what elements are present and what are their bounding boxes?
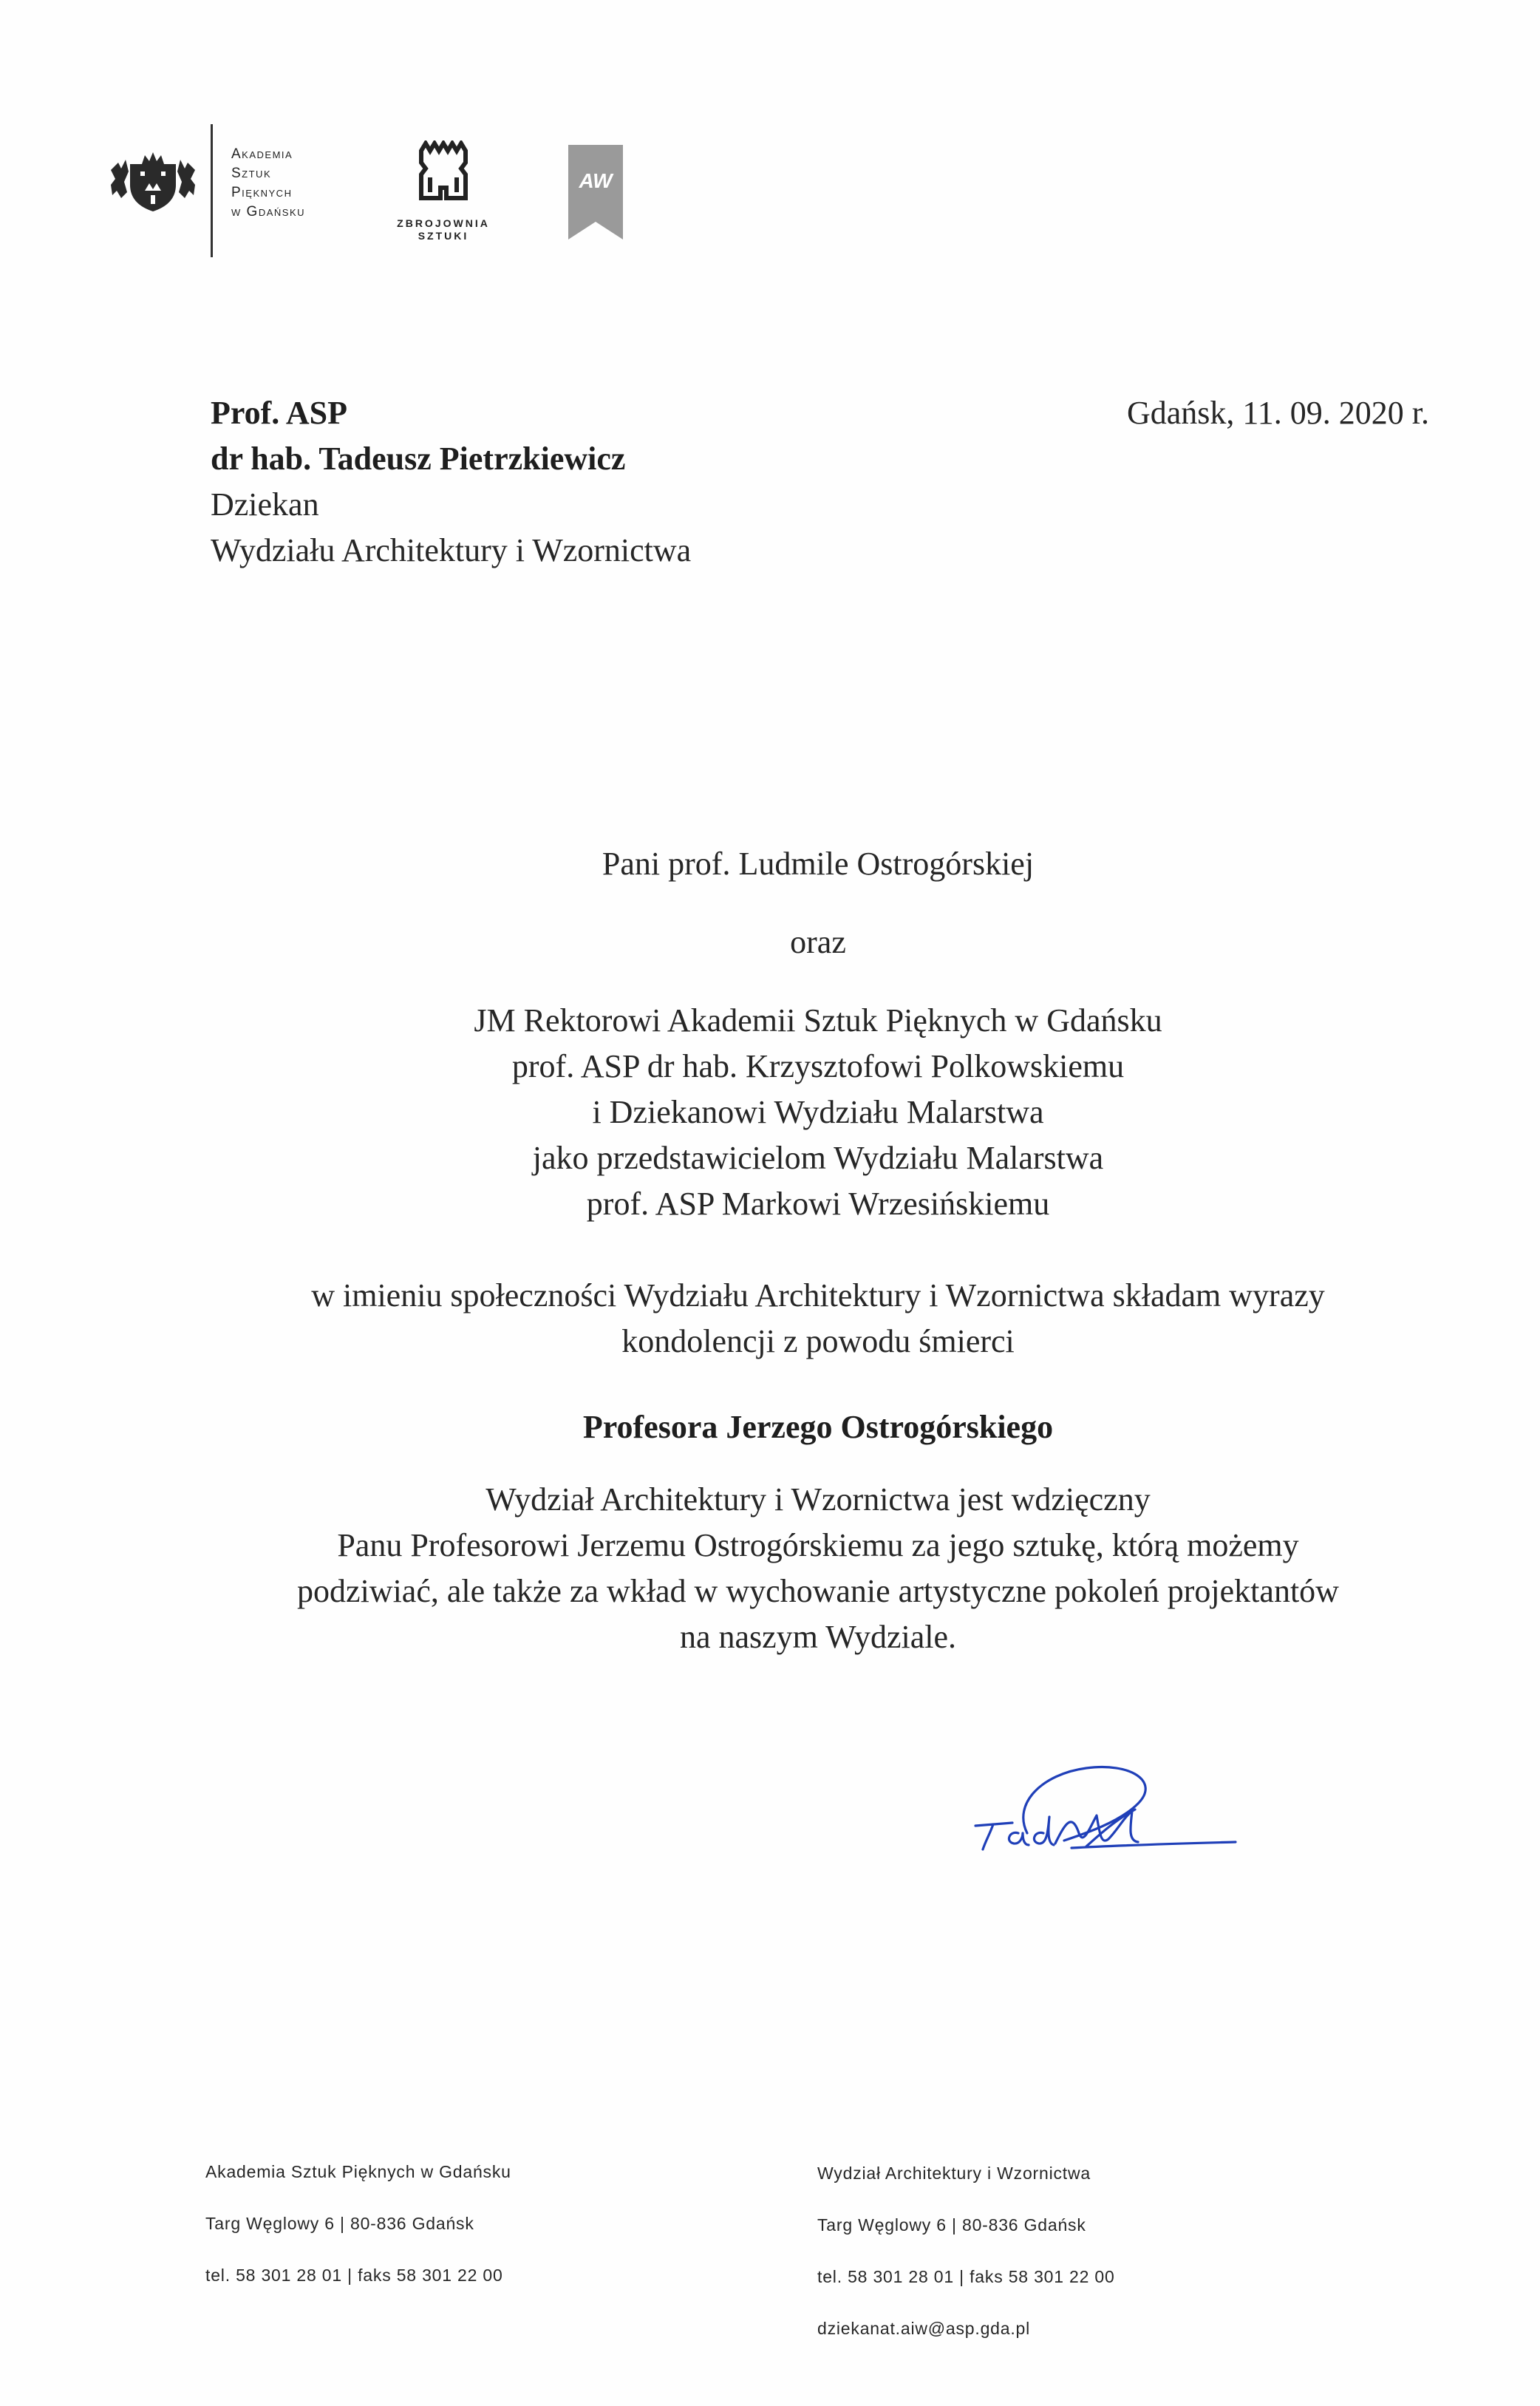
recipient-conjunction: oraz (790, 924, 846, 960)
recipient-line: i Dziekanowi Wydziału Malarstwa (592, 1094, 1044, 1130)
sender-title: Prof. ASP (211, 395, 347, 431)
recipients-secondary (170, 998, 1466, 1227)
condolences-line: w imieniu społeczności Wydziału Architektury i Wzornictwa składam wyrazy (311, 1277, 1325, 1314)
logo-divider (211, 124, 213, 257)
sender-faculty: Wydziału Architektury i Wzornictwa (211, 532, 692, 568)
zbrojownia-wordmark (384, 217, 502, 242)
zbrojownia-wordmark-line: SZTUKI (418, 230, 469, 242)
recipient-line: JM Rektorowi Akademii Sztuk Pięknych w Gdańsku (474, 1002, 1162, 1039)
asp-wordmark-line: Akademia (231, 146, 293, 162)
sender-position: Dziekan (211, 486, 319, 523)
gratitude-paragraph (170, 1477, 1466, 1660)
footer-academy-address: Targ Węglowy 6 | 80-836 Gdańsk (205, 2214, 474, 2233)
recipient-line: prof. ASP Markowi Wrzesińskiemu (586, 1186, 1050, 1222)
recipient-line: prof. ASP dr hab. Krzysztofowi Polkowskiemu (511, 1048, 1125, 1084)
footer-faculty-email: dziekanat.aiw@asp.gda.pl (817, 2319, 1031, 2338)
gratitude-line: podziwiać, ale także za wkład w wychowanie artystyczne pokoleń projektantów (297, 1573, 1339, 1609)
gratitude-line: Wydział Architektury i Wzornictwa jest wdzięczny (485, 1481, 1151, 1518)
sender-block (211, 390, 691, 574)
condolences-paragraph (170, 1273, 1466, 1365)
handwritten-signature (961, 1722, 1241, 1870)
asp-wordmark-line: Pięknych (231, 185, 293, 200)
footer-faculty-name: Wydział Architektury i Wzornictwa (817, 2164, 1091, 2183)
aw-badge-text: AW (579, 169, 613, 192)
recipient-line: jako przedstawicielom Wydziału Malarstwa (532, 1140, 1104, 1176)
condolences-line: kondolencji z powodu śmierci (621, 1323, 1015, 1359)
asp-wordmark-line: Sztuk (231, 166, 272, 181)
footer-academy-contact (205, 2161, 511, 2317)
footer-faculty-phone: tel. 58 301 28 01 | faks 58 301 22 00 (817, 2267, 1115, 2286)
gratitude-line: Panu Profesorowi Jerzemu Ostrogórskiemu za jego sztukę, którą możemy (337, 1527, 1299, 1563)
footer-academy-name: Akademia Sztuk Pięknych w Gdańsku (205, 2162, 511, 2181)
sender-name: dr hab. Tadeusz Pietrzkiewicz (211, 441, 626, 477)
aw-badge-logo (568, 145, 623, 239)
gratitude-line: na naszym Wydziale. (679, 1619, 957, 1655)
footer-faculty-contact (817, 2163, 1115, 2370)
asp-wordmark (231, 145, 305, 222)
asp-crest-logo (108, 149, 198, 213)
asp-wordmark-line: w Gdańsku (231, 204, 306, 220)
footer-academy-phone: tel. 58 301 28 01 | faks 58 301 22 00 (205, 2266, 503, 2285)
recipient-primary: Pani prof. Ludmile Ostrogórskiej (602, 846, 1035, 882)
zbrojownia-wordmark-line: ZBROJOWNIA (397, 217, 490, 229)
deceased-name: Profesora Jerzego Ostrogórskiego (582, 1409, 1054, 1445)
footer-faculty-address: Targ Węglowy 6 | 80-836 Gdańsk (817, 2215, 1086, 2235)
letter-date: Gdańsk, 11. 09. 2020 r. (1126, 395, 1429, 431)
